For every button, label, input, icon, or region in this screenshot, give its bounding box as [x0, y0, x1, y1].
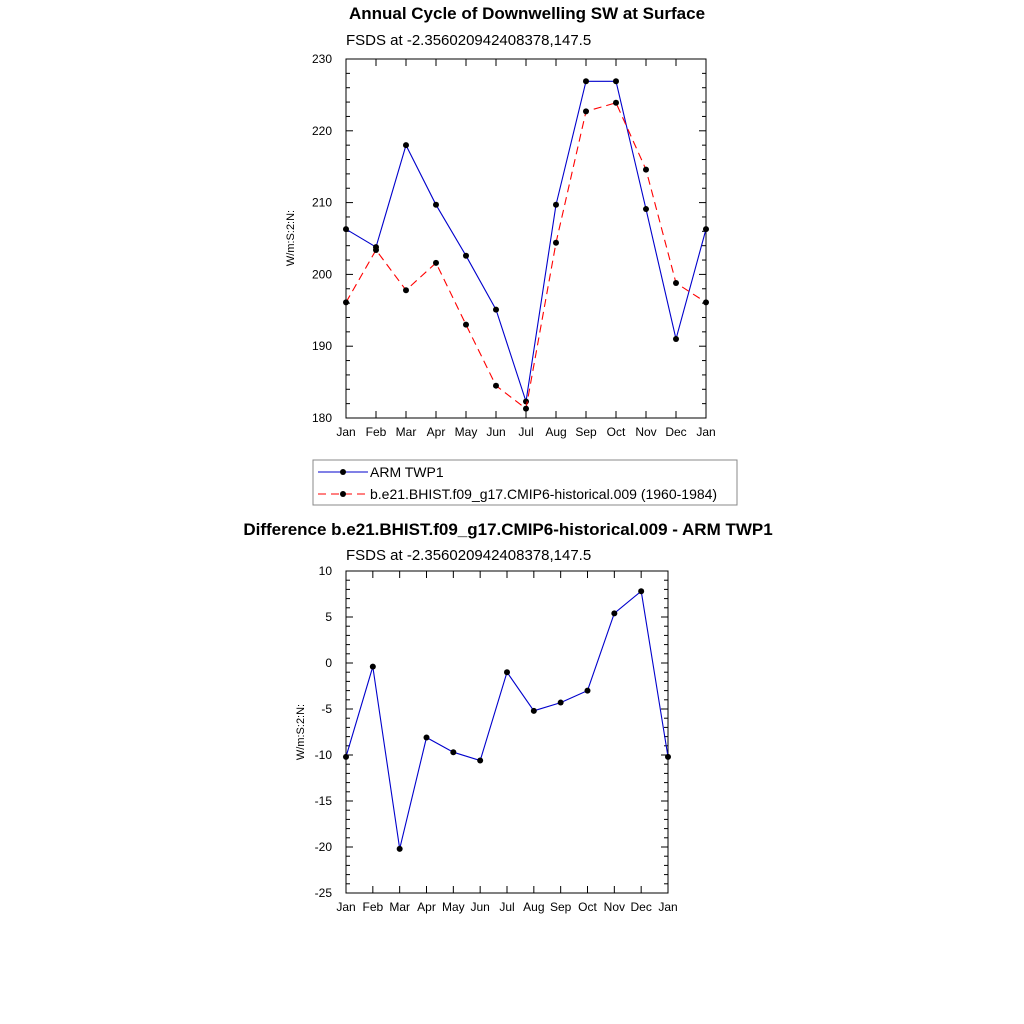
top-series-1-point [703, 299, 709, 305]
bottom-x-tick-label: Jul [499, 900, 515, 914]
bottom-x-tick-label: Jun [470, 900, 490, 914]
bottom-y-axis-label: W/m:S:2:N: [295, 703, 307, 761]
top-y-tick-label: 210 [311, 195, 332, 210]
top-series-1-point [373, 247, 379, 253]
legend-marker-model [340, 491, 346, 497]
top-series-1-point [583, 108, 589, 114]
bottom-series-0-point [424, 735, 430, 741]
bottom-series-0-point [477, 758, 483, 764]
top-x-tick-label: Dec [665, 425, 687, 439]
top-series-0-point [703, 226, 709, 232]
bottom-series-0-point [397, 846, 403, 852]
bottom-series-0-point [638, 588, 644, 594]
top-series-0-point [553, 202, 559, 208]
bottom-frame [346, 571, 668, 893]
top-subtitle: FSDS at -2.356020942408378,147.5 [346, 32, 592, 49]
top-series-1-point [343, 299, 349, 305]
top-frame [346, 59, 706, 418]
top-x-tick-label: Sep [575, 425, 597, 439]
bottom-x-tick-label: Feb [362, 900, 384, 914]
bottom-series-0-point [611, 610, 617, 616]
bottom-x-tick-label: Oct [578, 900, 597, 914]
top-x-tick-label: Jul [518, 425, 534, 439]
legend-marker-arm [340, 469, 346, 475]
top-series-0-point [433, 202, 439, 208]
bottom-y-tick-label: 10 [318, 564, 332, 578]
top-series-1-point [433, 260, 439, 266]
bottom-x-tick-label: Sep [549, 900, 572, 914]
top-y-axis-label: W/m:S:2:N: [285, 209, 297, 267]
top-series-0-point [463, 253, 469, 259]
top-y-tick-label: 230 [311, 52, 332, 66]
top-series-0-point [523, 398, 529, 404]
bottom-y-tick-label: 5 [325, 610, 332, 624]
bottom-series-0-point [558, 700, 564, 706]
legend [313, 460, 737, 505]
top-series-0-point [673, 336, 679, 342]
chart-top [285, 4, 737, 505]
bottom-series-0-point [370, 664, 376, 670]
bottom-series-0-point [585, 688, 591, 694]
top-series-0-point [403, 142, 409, 148]
bottom-series-0-point [343, 754, 349, 760]
top-y-tick-label: 200 [311, 267, 332, 282]
top-series-1-point [613, 100, 619, 106]
top-series-1-point [643, 167, 649, 173]
top-y-tick-label: 190 [311, 339, 332, 354]
top-series-1-point [493, 383, 499, 389]
chart-bottom [243, 520, 772, 914]
bottom-x-tick-label: May [441, 900, 465, 914]
bottom-y-tick-label: -15 [314, 794, 332, 808]
top-series-1-point [673, 280, 679, 286]
top-x-tick-label: Aug [545, 425, 567, 439]
top-x-tick-label: Jun [486, 425, 506, 439]
top-series-1-point [553, 240, 559, 246]
bottom-series-0-point [531, 708, 537, 714]
bottom-plot-area [315, 564, 678, 914]
bottom-x-tick-label: Aug [523, 900, 545, 914]
top-x-tick-label: Nov [635, 425, 657, 439]
bottom-x-tick-label: Apr [417, 900, 436, 914]
top-series-line-0 [346, 81, 706, 401]
top-series-1-point [463, 322, 469, 328]
bottom-y-tick-label: -20 [314, 840, 332, 854]
top-y-tick-label: 220 [311, 123, 332, 138]
legend-label-arm: ARM TWP1 [370, 464, 444, 480]
bottom-title: Difference b.e21.BHIST.f09_g17.CMIP6-historical.009 - ARM TWP1 [243, 520, 773, 539]
bottom-subtitle: FSDS at -2.356020942408378,147.5 [346, 547, 592, 564]
bottom-series-line-0 [346, 591, 668, 849]
top-series-0-point [493, 307, 499, 313]
top-series-line-1 [346, 103, 706, 409]
top-title: Annual Cycle of Downwelling SW at Surface [348, 4, 706, 23]
top-x-tick-label: May [454, 425, 478, 439]
top-x-tick-label: Jan [696, 425, 716, 439]
bottom-series-0-point [450, 749, 456, 755]
top-x-tick-label: Oct [606, 425, 626, 439]
top-series-1-point [523, 406, 529, 412]
bottom-y-tick-label: -5 [321, 702, 332, 716]
bottom-x-tick-label: Nov [603, 900, 626, 914]
top-series-1-point [403, 287, 409, 293]
bottom-series-0-point [665, 754, 671, 760]
bottom-y-tick-label: -25 [314, 886, 332, 900]
bottom-x-tick-label: Jan [658, 900, 678, 914]
top-series-0-point [583, 78, 589, 84]
top-series-0-point [343, 226, 349, 232]
top-x-tick-label: Feb [365, 425, 387, 439]
top-series-0-point [613, 78, 619, 84]
top-plot-area [312, 52, 716, 439]
bottom-series-0-point [504, 669, 510, 675]
bottom-y-tick-label: 0 [325, 656, 332, 670]
bottom-x-tick-label: Jan [336, 900, 356, 914]
top-x-tick-label: Jan [336, 425, 356, 439]
top-x-tick-label: Apr [426, 425, 446, 439]
bottom-x-tick-label: Mar [389, 900, 411, 914]
legend-label-model: b.e21.BHIST.f09_g17.CMIP6-historical.009 (1960-1984) [370, 486, 718, 502]
bottom-x-tick-label: Dec [630, 900, 652, 914]
top-x-tick-label: Mar [395, 425, 417, 439]
top-series-0-point [643, 206, 649, 212]
bottom-y-tick-label: -10 [314, 748, 332, 762]
top-y-tick-label: 180 [311, 411, 332, 425]
